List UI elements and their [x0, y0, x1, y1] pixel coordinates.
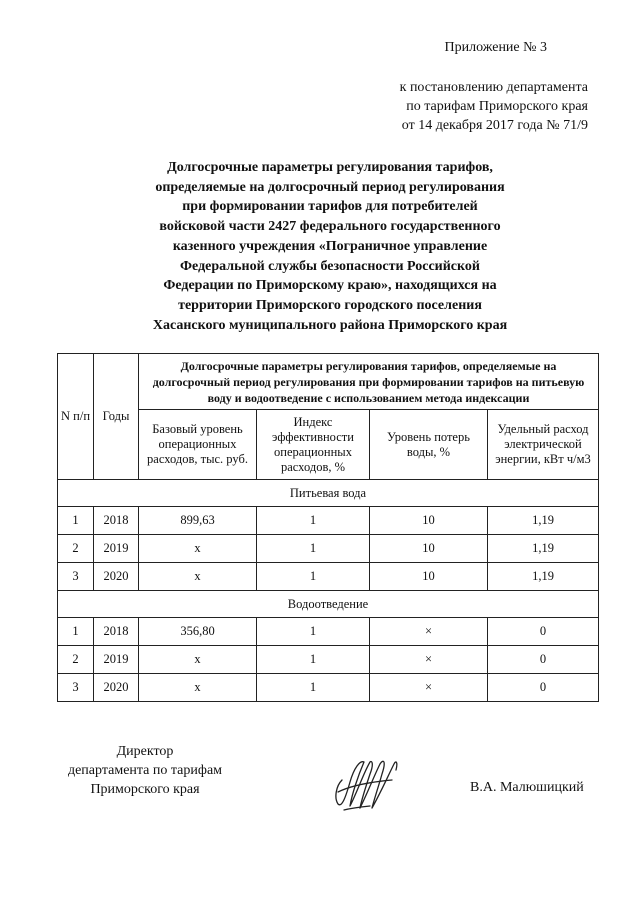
decree-reference-line: по тарифам Приморского края: [406, 99, 588, 114]
table-row: [58, 507, 599, 535]
title-line: определяемые на долгосрочный период регулирования: [155, 179, 505, 195]
cell-water-losses: 10: [370, 563, 488, 591]
cell-efficiency-index: 1: [257, 646, 370, 674]
cell-base-costs: x: [139, 563, 257, 591]
document-title: [110, 158, 550, 335]
signatory-name: В.А. Малюшицкий: [470, 780, 584, 795]
tariff-parameters-table: [57, 353, 599, 702]
cell-base-costs: 899,63: [139, 507, 257, 535]
header-number: N п/п: [58, 354, 94, 480]
section-title: Питьевая вода: [58, 480, 599, 507]
table-row: [58, 563, 599, 591]
cell-year: 2018: [94, 618, 139, 646]
signatory-position-line: департамента по тарифам: [67, 763, 223, 778]
table-row: [58, 646, 599, 674]
cell-year: 2019: [94, 646, 139, 674]
signatory-position: [40, 742, 250, 799]
cell-efficiency-index: 1: [257, 507, 370, 535]
header-energy-consumption: Удельный расход электрической энергии, кВт ч/м3: [488, 410, 599, 480]
cell-energy-consumption: 0: [488, 674, 599, 702]
section-title: Водоотведение: [58, 591, 599, 618]
cell-water-losses: ×: [370, 674, 488, 702]
title-line: Долгосрочные параметры регулирования тарифов,: [167, 160, 493, 175]
cell-year: 2019: [94, 535, 139, 563]
cell-number: 1: [58, 507, 94, 535]
cell-water-losses: 10: [370, 507, 488, 535]
cell-year: 2020: [94, 674, 139, 702]
cell-energy-consumption: 1,19: [488, 507, 599, 535]
table-row: [58, 535, 599, 563]
cell-number: 2: [58, 535, 94, 563]
cell-energy-consumption: 0: [488, 646, 599, 674]
cell-base-costs: 356,80: [139, 618, 257, 646]
cell-efficiency-index: 1: [257, 674, 370, 702]
cell-base-costs: x: [139, 646, 257, 674]
appendix-number: Приложение № 3: [444, 40, 547, 55]
cell-number: 3: [58, 674, 94, 702]
header-water-losses: Уровень потерь воды, %: [370, 410, 488, 480]
decree-reference: [0, 78, 588, 135]
table-row: [58, 618, 599, 646]
cell-water-losses: ×: [370, 618, 488, 646]
cell-energy-consumption: 0: [488, 618, 599, 646]
decree-reference-line: к постановлению департамента: [399, 80, 588, 95]
title-line: Хасанского муниципального района Приморского края: [152, 317, 508, 333]
cell-energy-consumption: 1,19: [488, 535, 599, 563]
title-line: территории Приморского городского поселения: [178, 297, 482, 313]
signatory-position-line: Директор: [116, 744, 174, 759]
cell-base-costs: x: [139, 674, 257, 702]
cell-number: 1: [58, 618, 94, 646]
cell-number: 3: [58, 563, 94, 591]
cell-efficiency-index: 1: [257, 618, 370, 646]
title-line: Федеральной службы безопасности Российской: [180, 258, 480, 274]
table-row: [58, 674, 599, 702]
header-efficiency-index: Индекс эффективности операционных расходов, %: [257, 410, 370, 480]
cell-water-losses: 10: [370, 535, 488, 563]
header-base-costs: Базовый уровень операционных расходов, тыс. руб.: [139, 410, 257, 480]
title-line: при формировании тарифов для потребителей: [182, 199, 478, 215]
title-line: казенного учреждения «Пограничное управление: [172, 238, 488, 254]
title-line: Федерации по Приморскому краю», находящихся на: [163, 278, 497, 294]
cell-number: 2: [58, 646, 94, 674]
signatory-position-line: Приморского края: [90, 782, 200, 797]
cell-base-costs: x: [139, 535, 257, 563]
header-main: Долгосрочные параметры регулирования тарифов, определяемые на долгосрочный период регулирования при формировании тарифов на питьевую воду и водоотведение с использованием метода индексации: [139, 354, 599, 410]
cell-energy-consumption: 1,19: [488, 563, 599, 591]
header-years: Годы: [94, 354, 139, 480]
cell-water-losses: ×: [370, 646, 488, 674]
cell-efficiency-index: 1: [257, 563, 370, 591]
cell-year: 2020: [94, 563, 139, 591]
title-line: войсковой части 2427 федерального государственного: [159, 219, 501, 235]
decree-reference-line: от 14 декабря 2017 года № 71/9: [401, 118, 588, 133]
handwritten-signature: [330, 752, 410, 814]
cell-year: 2018: [94, 507, 139, 535]
cell-efficiency-index: 1: [257, 535, 370, 563]
